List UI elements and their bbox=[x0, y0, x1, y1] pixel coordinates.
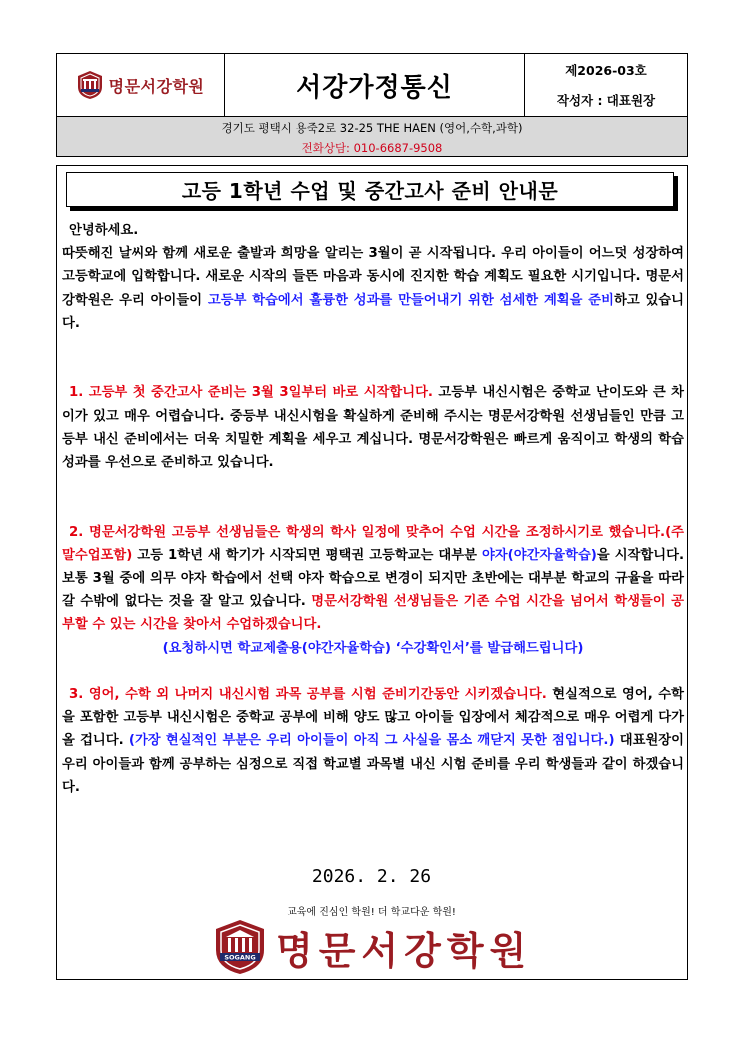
point-3-heading: 3. 영어, 수학 외 나머지 내신시험 과목 공부를 시험 준비기간동안 시키겠습니다. bbox=[69, 686, 547, 702]
notice-title: 고등 1학년 수업 및 중간고사 준비 안내문 bbox=[66, 172, 674, 207]
header-table bbox=[56, 53, 688, 117]
newsletter-title: 서강가정통신 bbox=[225, 54, 525, 116]
point-2-text: 고등 1학년 새 학기가 시작되면 평택권 고등학교는 대부분 bbox=[132, 547, 482, 563]
point-1-heading: 1. 고등부 첫 중간고사 준비는 3월 3일부터 바로 시작합니다. bbox=[69, 385, 433, 401]
phone-number: 전화상담: 010-6687-9508 bbox=[301, 141, 443, 155]
issue-date: 2026. 2. 26 bbox=[311, 866, 432, 887]
point-3-highlight: (가장 현실적인 부분은 우리 아이들이 아직 그 사실을 몸소 깨닫지 못한 점입니다.) bbox=[128, 733, 615, 749]
point-3-text: 현실적으로 영어, 수학을 포함한 고등부 내신시험은 중학교 공부에 비해 양도 많고 아이들 입장에서 체감적으로 매우 어렵게 다가올 겁니다. bbox=[62, 686, 684, 749]
notice-body bbox=[62, 219, 684, 799]
intro-paragraph bbox=[62, 242, 684, 335]
slogan: 교육에 진심인 학원! 더 학교다운 학원! bbox=[287, 907, 456, 918]
certificate-note: (요청하시면 학교제출용(야간자율학습) ‘수강확인서’를 발급해드립니다) bbox=[162, 640, 584, 656]
academy-emblem-icon bbox=[77, 70, 103, 100]
intro-text: 따뜻해진 날씨와 함께 새로운 출발과 희망을 알리는 3월이 곧 시작됩니다. 우리 아이들이 어느덧 성장하여 고등학교에 입학합니다. 새로운 시작의 들뜬 마음과 동시에 진지한 학습 계획도 필요한 시기입니다. 명문서강학원은 우리 아이들이 bbox=[62, 246, 684, 308]
point-1 bbox=[62, 381, 684, 474]
point-3-text-end: 대표원장이 우리 아이들과 함께 공부하는 심정으로 직접 학교별 과목별 내신 시험 준비를 우리 학생들과 같이 하겠습니다. bbox=[62, 733, 684, 795]
footer-logo bbox=[214, 918, 532, 976]
point-2 bbox=[62, 521, 684, 637]
point-2-highlight: 야자(야간자율학습) bbox=[481, 547, 597, 563]
address-bar bbox=[56, 117, 688, 157]
greeting-text: 안녕하세요. bbox=[69, 223, 139, 238]
greeting bbox=[62, 219, 684, 242]
address-line: 경기도 평택시 용죽2로 32-25 THE HAEN (영어,수학,과학) bbox=[221, 121, 523, 135]
academy-emblem-icon bbox=[214, 918, 266, 976]
issue-number: 제2026-03호 bbox=[565, 63, 647, 78]
point-2-note bbox=[62, 637, 684, 660]
footer-logo-name: 명문서강학원 bbox=[276, 928, 533, 973]
point-2-heading: 2. 명문서강학원 고등부 선생님들은 학생의 학사 일정에 맞추어 수업 시간을 조정하시기로 했습니다.(주말수업포함) bbox=[62, 524, 684, 563]
header-meta bbox=[525, 54, 687, 116]
point-2-emphasis: 명문서강학원 선생님들은 기존 수업 시간을 넘어서 학생들이 공부할 수 있는 시간을 찾아서 수업하겠습니다. bbox=[62, 594, 684, 633]
point-2-text-cont: 을 시작합니다. 보통 3월 중에 의무 야자 학습에서 선택 야자 학습으로 변경이 되지만 초반에는 대부분 학교의 규율을 따라갈 수밖에 없다는 것을 잘 알고 있습니다. bbox=[62, 547, 684, 610]
intro-text-end: 하고 있습니다. bbox=[62, 292, 684, 331]
point-3 bbox=[62, 683, 684, 799]
author: 작성자 : 대표원장 bbox=[556, 93, 656, 108]
point-1-text: 고등부 내신시험은 중학교 난이도와 큰 차이가 있고 매우 어렵습니다. 중등부 내신시험을 확실하게 준비해 주시는 명문서강학원 선생님들인 만큼 고등부 내신 준비에서는 더욱 치밀한 계획을 세우고 계십니다. 명문서강학원은 빠르게 움직이고 학생의 학습 성과를 우선으로 준비하고 있습니다. bbox=[62, 385, 684, 470]
svg-text:SOGANG: SOGANG bbox=[224, 953, 256, 962]
header-logo-name: 명문서강학원 bbox=[108, 76, 205, 96]
intro-highlight: 고등부 학습에서 훌륭한 성과를 만들어내기 위한 섬세한 계획을 준비 bbox=[207, 292, 614, 308]
header-logo bbox=[57, 54, 225, 116]
